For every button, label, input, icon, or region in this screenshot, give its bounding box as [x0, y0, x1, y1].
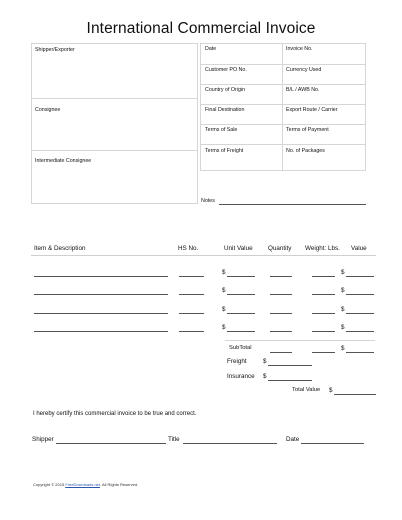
freight-label: Freight: [227, 358, 247, 365]
header-rule: [31, 255, 376, 256]
item-description-line[interactable]: [34, 294, 168, 295]
value-line[interactable]: [346, 331, 374, 332]
hs-no-line[interactable]: [179, 313, 204, 314]
header-item-description: Item & Description: [34, 245, 86, 252]
freight-dollar: $: [263, 358, 267, 365]
unit-value-dollar: $: [222, 287, 226, 294]
grid-line: [200, 64, 366, 65]
copyright-footer: [33, 482, 138, 487]
terms-of-payment-field-label[interactable]: Terms of Payment: [286, 127, 329, 133]
subtotal-label: SubTotal: [229, 345, 252, 351]
unit-value-dollar: $: [222, 269, 226, 276]
subtotal-weight-line[interactable]: [312, 352, 335, 353]
header-value: Value: [351, 245, 367, 252]
subtotal-dollar: $: [341, 345, 345, 352]
weight-line[interactable]: [312, 294, 335, 295]
grid-line: [200, 144, 366, 145]
insurance-value-line[interactable]: [268, 380, 312, 381]
total-value-label: Total Value: [292, 387, 321, 393]
shipper-signature-line[interactable]: [56, 443, 166, 444]
shipper-signature-label: Shipper: [32, 436, 54, 443]
unit-value-dollar: $: [222, 306, 226, 313]
grid-line: [200, 124, 366, 125]
weight-line[interactable]: [312, 331, 335, 332]
quantity-line[interactable]: [270, 331, 292, 332]
hs-no-line[interactable]: [179, 294, 204, 295]
consignee-box[interactable]: [31, 98, 198, 151]
header-hs-no: HS No.: [178, 245, 199, 252]
freight-value-line[interactable]: [268, 365, 312, 366]
customer-po-field-label[interactable]: Customer PO No.: [205, 67, 247, 73]
item-description-line[interactable]: [34, 331, 168, 332]
unit-value-dollar: $: [222, 324, 226, 331]
grid-divider: [282, 43, 283, 171]
header-weight: Weight: Lbs.: [305, 245, 340, 252]
bl-awb-field-label[interactable]: B/L / AWB No.: [286, 87, 320, 93]
unit-value-line[interactable]: [227, 276, 255, 277]
grid-line: [200, 84, 366, 85]
value-line[interactable]: [346, 276, 374, 277]
subtotal-quantity-line[interactable]: [270, 352, 292, 353]
date-line[interactable]: [301, 443, 364, 444]
hs-no-line[interactable]: [179, 331, 204, 332]
title-line[interactable]: [183, 443, 277, 444]
unit-value-line[interactable]: [227, 331, 255, 332]
terms-of-freight-field-label[interactable]: Terms of Freight: [205, 148, 244, 154]
shipment-details-grid: [200, 43, 366, 171]
unit-value-line[interactable]: [227, 313, 255, 314]
value-line[interactable]: [346, 313, 374, 314]
copyright-prefix: Copyright © 2015: [33, 482, 65, 487]
subtotal-box-top-rule: [225, 340, 375, 341]
export-route-field-label[interactable]: Export Route / Carrier: [286, 107, 338, 113]
value-dollar: $: [341, 287, 345, 294]
quantity-line[interactable]: [270, 276, 292, 277]
total-value-dollar: $: [329, 387, 333, 394]
final-destination-field-label[interactable]: Final Destination: [205, 107, 245, 113]
invoice-no-field-label[interactable]: Invoice No.: [286, 46, 313, 52]
value-line[interactable]: [346, 294, 374, 295]
insurance-label: Insurance: [227, 373, 255, 380]
subtotal-value-line[interactable]: [346, 352, 374, 353]
item-description-line[interactable]: [34, 313, 168, 314]
copyright-suffix: . All Rights Reserved.: [100, 482, 139, 487]
unit-value-line[interactable]: [227, 294, 255, 295]
intermediate-consignee-label: Intermediate Consignee: [35, 158, 92, 164]
freedownloads-link[interactable]: FreeDownloads.net: [65, 482, 100, 487]
value-dollar: $: [341, 324, 345, 331]
terms-of-sale-field-label[interactable]: Terms of Sale: [205, 127, 238, 133]
notes-label: Notes: [201, 198, 215, 204]
quantity-line[interactable]: [270, 313, 292, 314]
notes-line[interactable]: [219, 204, 366, 205]
grid-line: [200, 104, 366, 105]
no-packages-field-label[interactable]: No. of Packages: [286, 148, 325, 154]
hs-no-line[interactable]: [179, 276, 204, 277]
weight-line[interactable]: [312, 313, 335, 314]
certification-statement: I hereby certify this commercial invoice to be true and correct.: [33, 411, 197, 417]
insurance-dollar: $: [263, 373, 267, 380]
date-field-label[interactable]: Date: [205, 46, 217, 52]
country-origin-field-label[interactable]: Country of Origin: [205, 87, 246, 93]
page-title: International Commercial Invoice: [86, 20, 316, 37]
date-label: Date: [286, 436, 300, 443]
shipper-exporter-label: Shipper/Exporter: [35, 47, 75, 53]
quantity-line[interactable]: [270, 294, 292, 295]
header-unit-value: Unit Value: [224, 245, 253, 252]
weight-line[interactable]: [312, 276, 335, 277]
currency-field-label[interactable]: Currency Used: [286, 67, 322, 73]
consignee-label: Consignee: [35, 107, 61, 113]
header-quantity: Quantity: [268, 245, 292, 252]
value-dollar: $: [341, 306, 345, 313]
value-dollar: $: [341, 269, 345, 276]
title-label: Title: [168, 436, 180, 443]
total-value-line[interactable]: [334, 394, 376, 395]
item-description-line[interactable]: [34, 276, 168, 277]
